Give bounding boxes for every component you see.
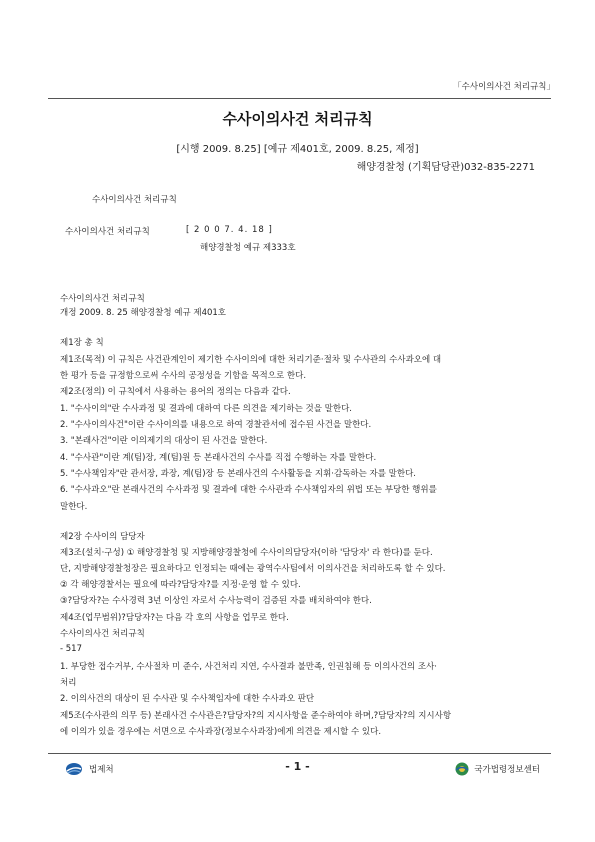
header-tag: 「수사이의사건 처리규칙」 — [453, 82, 555, 92]
document-subtitle: [시행 2009. 8.25] [예규 제401호, 2009. 8.25, 제정] — [176, 144, 419, 155]
body-line: 제3조(설치·구성) ① 해양경찰청 및 지방해양경찰청에 수사이의담당자(이하 '담당자' 라 한다)를 둔다. — [60, 548, 433, 558]
body-line: 6. "수사과오"란 본래사건의 수사과정 및 결과에 대한 수사관과 수사책임자의 위법 또는 부당한 행위를 — [60, 485, 437, 495]
law-center-logo-icon — [455, 762, 469, 776]
footer-center-label: 국가법령정보센터 — [474, 765, 540, 775]
body-title: 수사이의사건 처리규칙 — [60, 294, 145, 304]
intro-ref-number: 해양경찰청 예규 제333호 — [200, 243, 296, 253]
body-line: 수사이의사건 처리규칙 — [60, 629, 145, 639]
footer-source-label: 법제처 — [89, 765, 114, 775]
header-divider — [48, 98, 551, 99]
intro-heading: 수사이의사건 처리규칙 — [92, 195, 177, 205]
body-line: 1. "수사이의"란 수사과정 및 결과에 대하여 다른 의견을 제기하는 것을 말한다. — [60, 404, 352, 414]
body-line: 제1장 총 칙 — [60, 338, 104, 348]
body-line: - 517 — [60, 644, 82, 654]
body-line: 처리 — [60, 678, 77, 688]
body-line: 4. "수사관"이란 계(팀)장, 계(팀)원 등 본래사건의 수사를 직접 수행하는 자를 말한다. — [60, 453, 377, 463]
body-line: 제4조(업무범위)?담당자?는 다음 각 호의 사항을 업무로 한다. — [60, 613, 289, 623]
intro-ref-date: [ 2 0 0 7. 4. 18 ] — [186, 225, 273, 235]
body-line: ③?담당자?는 수사경력 3년 이상인 자로서 수사능력이 검증된 자를 배치하여야 한다. — [60, 596, 372, 606]
body-line: 3. "본래사건"이란 이의제기의 대상이 된 사건을 말한다. — [60, 436, 268, 446]
body-line: 제2조(정의) 이 규칙에서 사용하는 용어의 정의는 다음과 같다. — [60, 387, 291, 397]
body-line: 제1조(목적) 이 규칙은 사건관계인이 제기한 수사이의에 대한 처리기준·절차 및 수사관의 수사과오에 대 — [60, 355, 442, 365]
body-line: ② 각 해양경찰서는 필요에 따라?담당자?를 지정·운영 할 수 있다. — [60, 580, 301, 590]
body-line: 5. "수사책임자"란 관서장, 과장, 계(팀)장 등 본래사건의 수사활동을 지휘·감독하는 자를 말한다. — [60, 469, 416, 479]
revision-info: 개정 2009. 8. 25 해양경찰청 예규 제401호 — [60, 308, 227, 318]
body-line: 제2장 수사이의 담당자 — [60, 532, 145, 542]
footer-divider — [48, 753, 551, 754]
agency-contact: 해양경찰청 (기획담당관)032-835-2271 — [356, 162, 535, 173]
page-number: - 1 - — [285, 760, 310, 773]
body-line: 2. 이의사건의 대상이 된 수사관 및 수사책임자에 대한 수사과오 판단 — [60, 694, 315, 704]
body-line: 1. 부당한 접수거부, 수사절차 미 준수, 사건처리 지연, 수사결과 불만족, 인권침해 등 이의사건의 조사· — [60, 662, 437, 672]
document-title: 수사이의사건 처리규칙 — [222, 110, 373, 128]
intro-ref-label: 수사이의사건 처리규칙 — [65, 227, 150, 237]
body-line: 제5조(수사관의 의무 등) 본래사건 수사관은?담당자?의 지시사항을 준수하여야 하며,?담당자?의 지시사항 — [60, 711, 452, 721]
body-line: 에 이의가 있을 경우에는 서면으로 수사과장(정보수사과장)에게 의견을 제시할 수 있다. — [60, 727, 382, 737]
body-line: 말한다. — [60, 502, 88, 512]
footer-right — [455, 762, 540, 776]
body-line: 2. "수사이의사건"이란 수사이의를 내용으로 하여 경찰관서에 접수된 사건을 말한다. — [60, 420, 372, 430]
body-line: 단, 지방해양경찰청장은 필요하다고 인정되는 때에는 광역수사팀에서 이의사건을 처리하도록 할 수 있다. — [60, 564, 446, 574]
body-line: 한 평가 등을 규정함으로써 수사의 공정성을 기함을 목적으로 한다. — [60, 371, 307, 381]
